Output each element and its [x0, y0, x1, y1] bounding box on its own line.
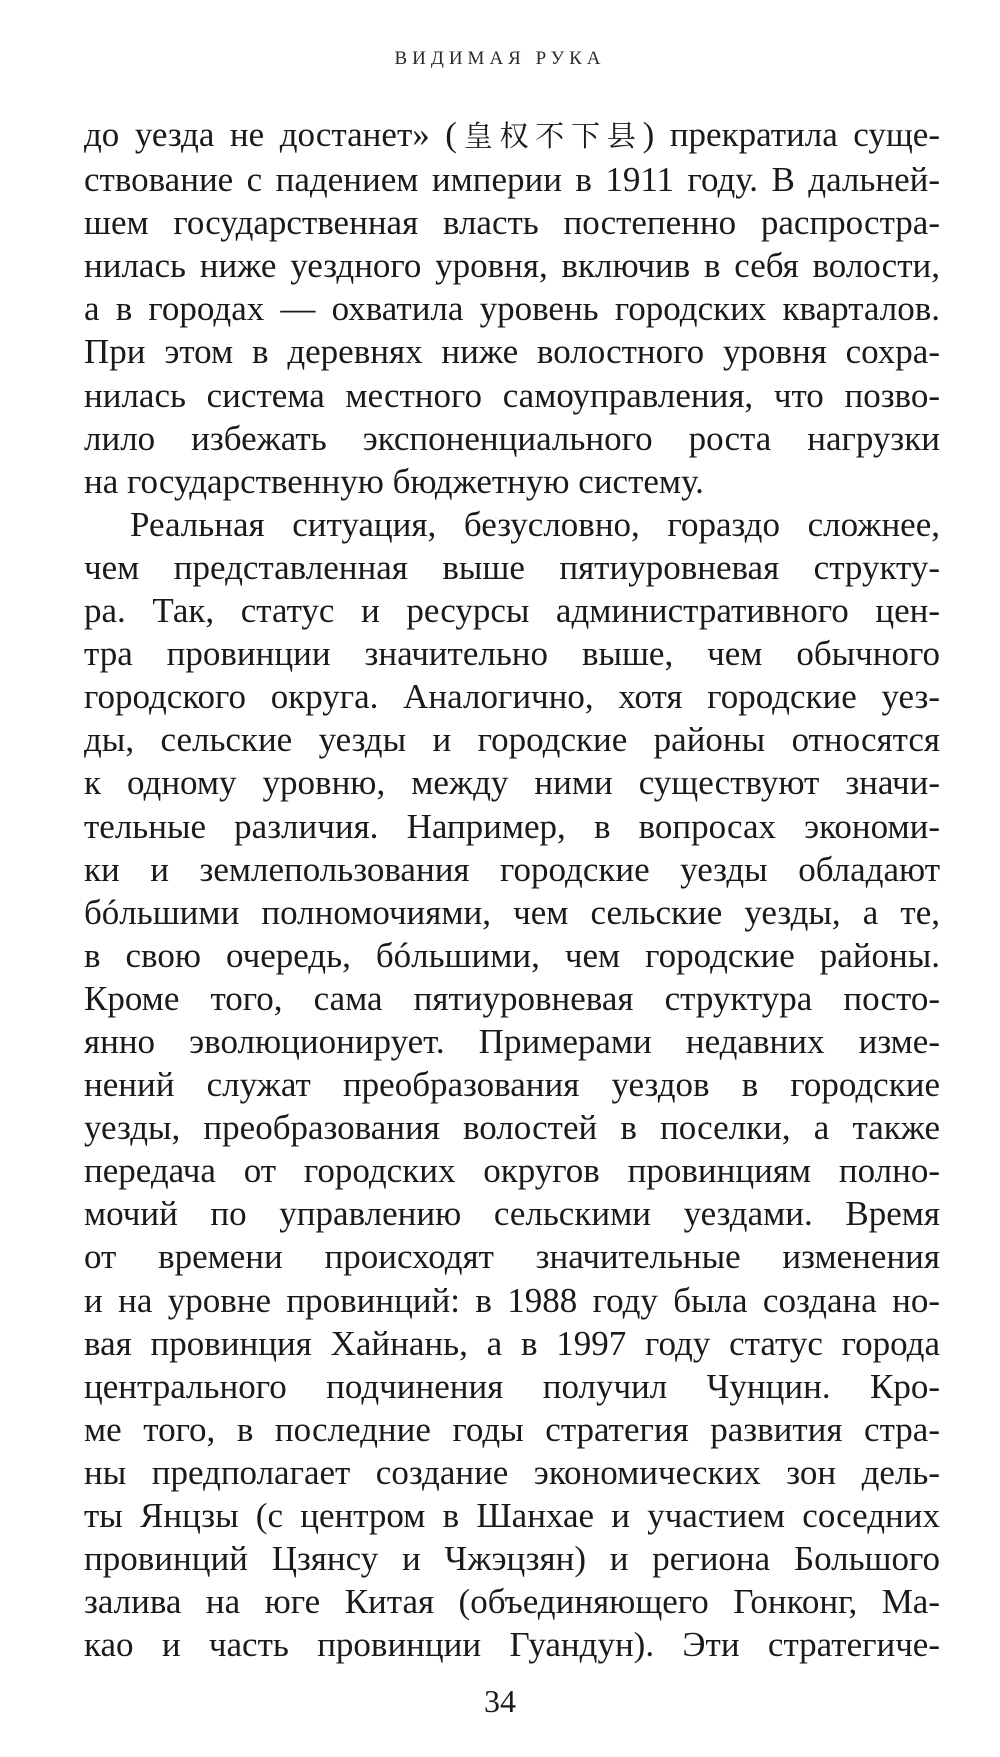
text-line: и на уровне провинций: в 1988 году была создана но-: [84, 1280, 940, 1320]
text-line: залива на юге Китая (объединяющего Гонконг, Ма-: [84, 1582, 940, 1622]
text-line: провинций Цзянсу и Чжэцзян) и региона Большого: [84, 1539, 940, 1579]
text-line: мочий по управлению сельскими уездами. Время: [84, 1194, 940, 1234]
text-line: янно эволюционирует. Примерами недавних изме-: [84, 1021, 940, 1061]
text-line: передача от городских округов провинциям полно-: [84, 1151, 940, 1191]
text-line: от времени происходят значительные изменения: [84, 1237, 940, 1277]
text-line: уезды, преобразования волостей в поселки, а также: [84, 1108, 940, 1148]
page-number: 34: [484, 1683, 516, 1719]
paragraph-2: [84, 503, 940, 1667]
text-line: а в городах — охватила уровень городских кварталов.: [84, 289, 940, 329]
text-line: ра. Так, статус и ресурсы административного цен-: [84, 591, 940, 631]
text-line: нилась ниже уездного уровня, включив в себя волости,: [84, 246, 940, 286]
text-line: ны предполагает создание экономических зон дель-: [84, 1452, 940, 1492]
body-text: [84, 113, 940, 1666]
text-line: городского округа. Аналогично, хотя городские уез-: [84, 677, 940, 717]
text-line: тельные различия. Например, в вопросах экономи-: [84, 806, 940, 846]
text-line: до уезда не достанет» (皇权不下县) прекратила суще-: [84, 115, 940, 154]
text-line: Реальная ситуация, безусловно, гораздо сложнее,: [130, 504, 940, 544]
text-line: ки и землепользования городские уезды обладают: [84, 849, 940, 889]
text-line: чем представленная выше пятиуровневая структу-: [84, 547, 940, 587]
text-line: лило избежать экспоненциального роста нагрузки: [84, 418, 940, 458]
text-line: ме того, в последние годы стратегия развития стра-: [84, 1409, 940, 1449]
text-line: Кроме того, сама пятиуровневая структура посто-: [84, 978, 940, 1018]
text-line: в свою очередь, бóльшими, чем городские районы.: [84, 935, 940, 975]
running-head: ВИДИМАЯ РУКА: [394, 48, 606, 69]
text-line: на государственную бюджетную систему.: [84, 461, 704, 501]
text-line: нений служат преобразования уездов в городские: [84, 1065, 940, 1105]
text-line: к одному уровню, между ними существуют значи-: [84, 763, 940, 803]
text-line: центрального подчинения получил Чунцин. Кро-: [84, 1366, 940, 1406]
text-line: ствование с падением империи в 1911 году. В дальней-: [84, 160, 940, 200]
text-line: вая провинция Хайнань, а в 1997 году статус города: [84, 1323, 940, 1363]
text-line: бóльшими полномочиями, чем сельские уезды, а те,: [84, 892, 940, 932]
text-line: ты Янцзы (с центром в Шанхае и участием соседних: [84, 1496, 940, 1535]
chinese-phrase: 皇权不下县: [456, 119, 643, 153]
paragraph-1: [84, 113, 940, 503]
text-line: При этом в деревнях ниже волостного уровня сохра-: [84, 332, 940, 372]
text-line: тра провинции значительно выше, чем обычного: [84, 634, 940, 674]
text-line: ды, сельские уезды и городские районы относятся: [84, 720, 940, 760]
text-line: шем государственная власть постепенно распростра-: [84, 203, 940, 243]
text-line: нилась система местного самоуправления, что позво-: [84, 375, 940, 415]
text-line: као и часть провинции Гуандун). Эти стратегиче-: [84, 1625, 940, 1665]
